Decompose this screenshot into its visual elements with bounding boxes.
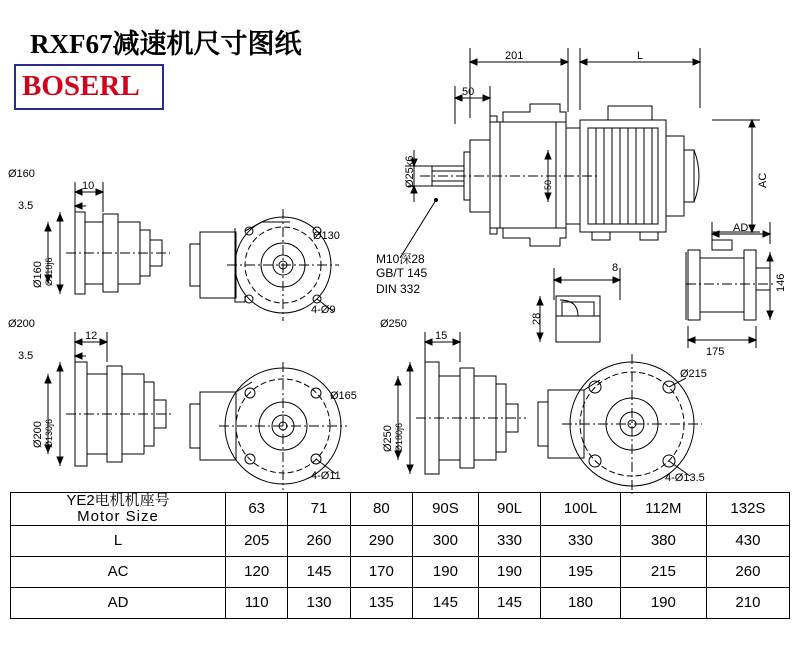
table-cell: 135	[350, 587, 412, 618]
table-cell: 195	[541, 556, 621, 587]
table-cell: 290	[350, 525, 412, 556]
table-col-6: 112M	[620, 493, 706, 526]
table-cell: 380	[620, 525, 706, 556]
flange160-title: Ø160	[8, 168, 35, 180]
dim-AC-label: AC	[757, 172, 769, 188]
flange250-dim-215: Ø215	[680, 368, 707, 380]
table-col-0: 63	[226, 493, 288, 526]
dim-L-label: L	[637, 50, 644, 62]
table-cell: 170	[350, 556, 412, 587]
dim-50-label: 50	[462, 86, 475, 98]
flange200-title: Ø200	[8, 318, 35, 330]
table-cell: 210	[706, 587, 789, 618]
table-col-3: 90S	[413, 493, 479, 526]
dim-28-label: 28	[531, 312, 543, 325]
dim-50-vertical-label: 50	[543, 179, 553, 190]
table-cell: 130	[288, 587, 350, 618]
table-cell: 260	[706, 556, 789, 587]
dim-201-label: 201	[505, 50, 524, 62]
flange160-dim-110: Ø110j6	[44, 257, 54, 286]
spec-table	[10, 492, 790, 619]
dim-8-label: 8	[612, 262, 619, 274]
table-row	[11, 556, 790, 587]
table-col-7: 132S	[706, 493, 789, 526]
table-cell: 300	[413, 525, 479, 556]
flange160-dim-10: 10	[82, 180, 95, 192]
table-header-motor-size	[11, 493, 226, 526]
logo-text: BOSERL	[22, 70, 140, 102]
table-cell: 110	[226, 587, 288, 618]
table-header-en: Motor Size	[77, 507, 159, 525]
page-title: RXF67减速机尺寸图纸	[30, 29, 302, 59]
table-row-header	[11, 493, 790, 526]
table-row	[11, 525, 790, 556]
table-col-1: 71	[288, 493, 350, 526]
table-cell: 180	[541, 587, 621, 618]
table-cell: 205	[226, 525, 288, 556]
flange160-dim-160: Ø160	[32, 261, 44, 288]
table-cell: 145	[288, 556, 350, 587]
table-col-2: 80	[350, 493, 412, 526]
flange200-holes: 4-Ø11	[311, 470, 341, 482]
table-cell: 330	[541, 525, 621, 556]
table-cell: 190	[413, 556, 479, 587]
flange250-title: Ø250	[380, 318, 407, 330]
dim-175-label: 175	[706, 346, 725, 358]
flange250-holes: 4-Ø13.5	[665, 472, 705, 484]
flange160-holes: 4-Ø9	[311, 304, 336, 316]
flange200-dim-12: 12	[85, 330, 98, 342]
flange250-dim-250: Ø250	[382, 425, 394, 452]
table-cell: 430	[706, 525, 789, 556]
keyway-note-line2: GB/T 145	[376, 266, 428, 280]
keyway-note-line3: DIN 332	[376, 282, 421, 296]
table-row	[11, 587, 790, 618]
table-cell: 145	[413, 587, 479, 618]
table-cell: 190	[620, 587, 706, 618]
flange200-dim-165: Ø165	[330, 390, 357, 402]
dim-AD-label: AD	[733, 222, 749, 234]
flange160-dim-3-5: 3.5	[18, 200, 34, 212]
table-cell: 190	[478, 556, 540, 587]
table-cell: 260	[288, 525, 350, 556]
table-col-5: 100L	[541, 493, 621, 526]
table-row-label-L: L	[11, 525, 226, 556]
keyway-note-line1: M10深28	[376, 252, 425, 266]
flange250-dim-180: Ø180j6	[394, 422, 404, 452]
table-row-label-AD: AD	[11, 587, 226, 618]
flange250-dim-15: 15	[435, 330, 448, 342]
flange200-dim-3-5: 3.5	[18, 350, 34, 362]
flange200-dim-130: Ø130j6	[44, 418, 54, 448]
dim-146-label: 146	[775, 273, 787, 292]
flange160-dim-130: Ø130	[313, 230, 340, 242]
table-row-label-AC: AC	[11, 556, 226, 587]
flange200-dim-200: Ø200	[32, 421, 44, 448]
table-cell: 330	[478, 525, 540, 556]
table-header-cn: YE2电机机座号	[66, 492, 170, 509]
dim-d25k6-label: Ø25k6	[404, 155, 416, 188]
table-cell: 215	[620, 556, 706, 587]
table-col-4: 90L	[478, 493, 540, 526]
table-cell: 120	[226, 556, 288, 587]
table-cell: 145	[478, 587, 540, 618]
